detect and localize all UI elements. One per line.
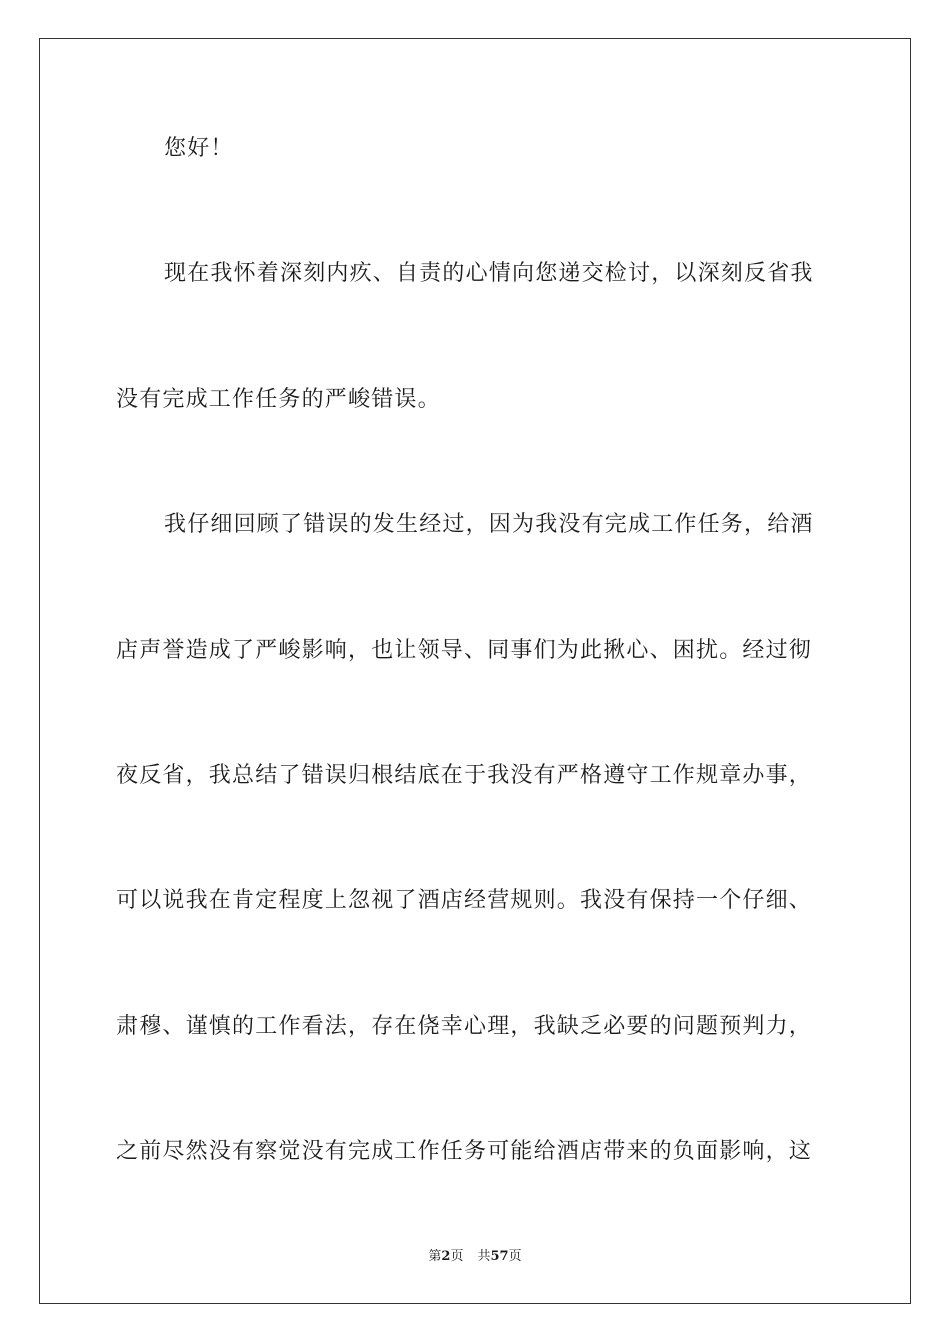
paragraph-line: 夜反省，我总结了错误归根结底在于我没有严格遵守工作规章办事， (116, 763, 813, 788)
page-suffix: 页 (450, 1249, 464, 1264)
paragraph-line: 现在我怀着深刻内疚、自责的心情向您递交检讨，以深刻反省我 (164, 261, 814, 286)
page-footer (0, 1248, 950, 1266)
page-border (39, 38, 911, 1304)
paragraph-line: 没有完成工作任务的严峻错误。 (116, 387, 441, 412)
total-suffix: 页 (508, 1249, 522, 1264)
paragraph-line: 之前尽然没有察觉没有完成工作任务可能给酒店带来的负面影响，这 (116, 1139, 813, 1164)
total-pages: 57 (490, 1249, 509, 1264)
greeting-line: 您好！ (164, 136, 234, 161)
paragraph-line: 我仔细回顾了错误的发生经过，因为我没有完成工作任务，给酒 (164, 512, 814, 537)
paragraph-line: 肃穆、谨慎的工作看法，存在侥幸心理，我缺乏必要的问题预判力， (116, 1014, 813, 1039)
total-prefix: 共 (477, 1249, 491, 1264)
paragraph-line: 可以说我在肯定程度上忽视了酒店经营规则。我没有保持一个仔细、 (116, 888, 813, 913)
page-number: 2 (441, 1249, 451, 1264)
paragraph-line: 店声誉造成了严峻影响，也让领导、同事们为此揪心、困扰。经过彻 (116, 638, 813, 663)
page-prefix: 第 (428, 1249, 442, 1264)
